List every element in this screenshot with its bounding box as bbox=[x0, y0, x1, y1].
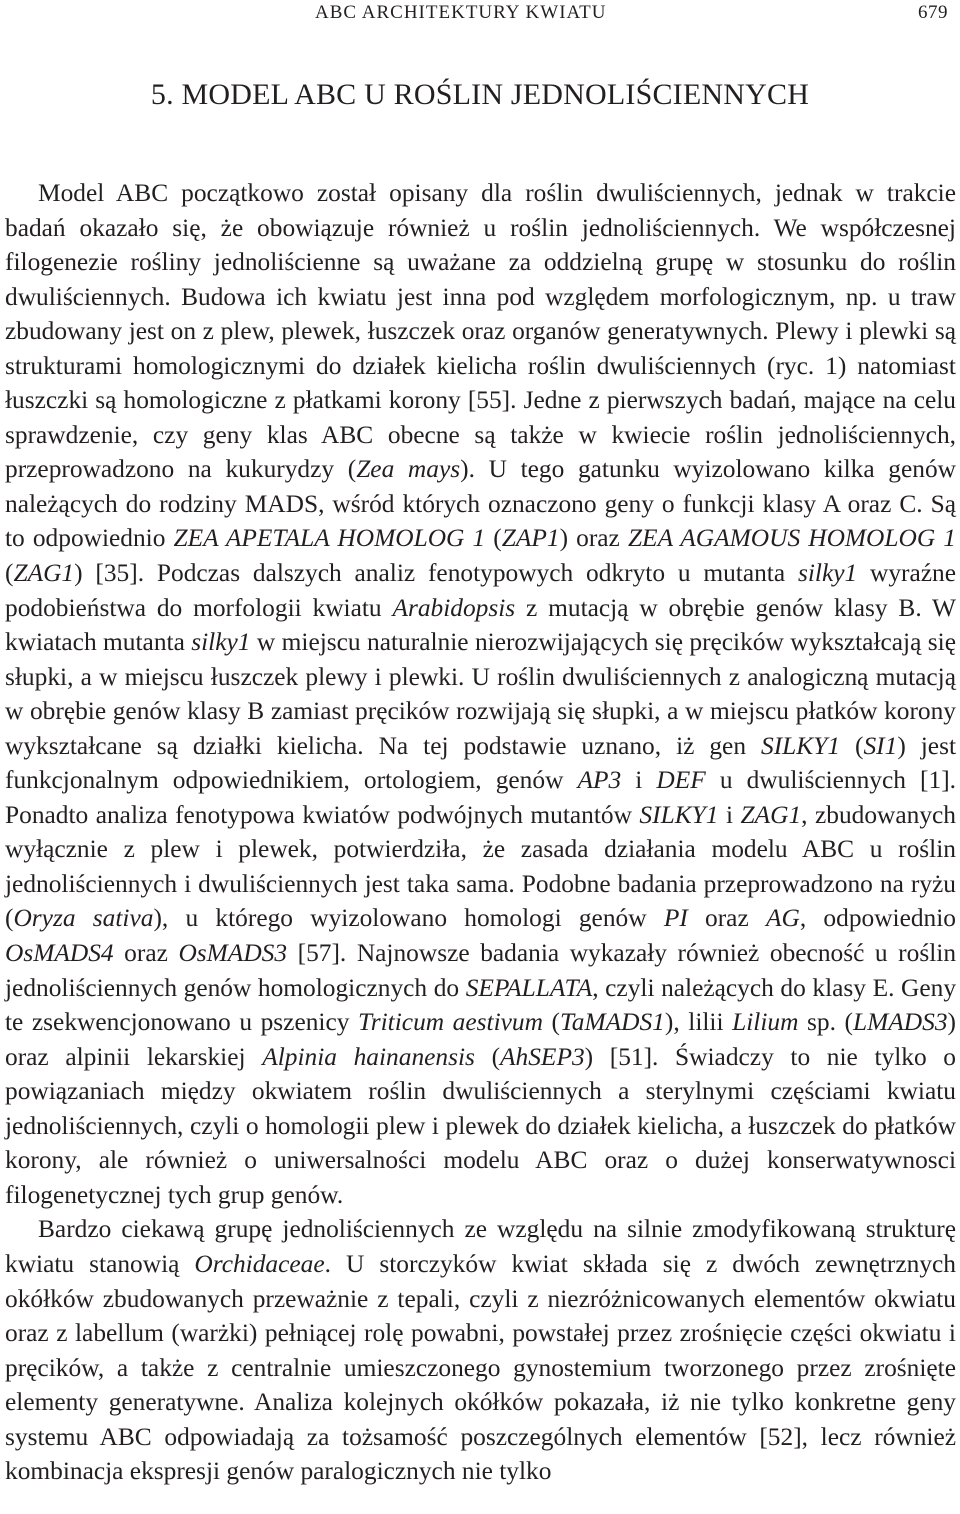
italic-term: AP3 bbox=[577, 766, 622, 795]
text-run: [57]. Najnowsze badania wykazały również obecność u roślin jednoliściennych genów homologicznych do bbox=[5, 939, 957, 1002]
italic-term: silky1 bbox=[797, 559, 858, 588]
running-title: ABC ARCHITEKTURY KWIATU bbox=[315, 2, 607, 23]
text-run: ), u którego wyizolowano homologi genów bbox=[153, 904, 664, 933]
text-run: u dwuliściennych [1]. Ponadto analiza fenotypowa kwiatów podwójnych mutantów bbox=[5, 766, 956, 829]
text-run: , odpowiednio bbox=[799, 904, 957, 933]
text-run: ) [35]. Podczas dalszych analiz fenotypowych odkryto u mutanta bbox=[74, 559, 798, 588]
italic-term: Zea mays bbox=[356, 455, 461, 484]
text-run: ) jest funkcjonalnym odpowiednikiem, ortologiem, genów bbox=[5, 731, 957, 795]
section-title: 5. MODEL ABC U ROŚLIN JEDNOLIŚCIENNYCH bbox=[150, 78, 810, 111]
text-run: , zbudowanych wyłącznie z plew i plewek, potwierdziła, że zasada działania modelu ABC u roślin jednoliściennych i dwuliściennych jest taka sama. Podobne badania przeprowadzono na ryżu ( bbox=[5, 800, 957, 933]
page-number: 679 bbox=[918, 2, 948, 23]
italic-term: ZAG1 bbox=[13, 559, 75, 588]
italic-term: Triticum aestivum bbox=[358, 1008, 543, 1037]
text-run: z mutacją w obrębie genów klasy B. W kwiatach mutanta bbox=[5, 593, 956, 657]
text-run: i bbox=[621, 766, 657, 795]
paragraph-2 bbox=[5, 1212, 956, 1488]
italic-term: ZEA AGAMOUS HOMOLOG 1 bbox=[627, 524, 956, 553]
italic-term: SEPALLATA bbox=[465, 973, 593, 1002]
italic-term: TaMADS1 bbox=[560, 1008, 665, 1037]
italic-term: Alpinia hainanensis bbox=[262, 1042, 475, 1071]
italic-term: ZAP1 bbox=[501, 524, 560, 553]
text-run: ). U tego gatunku wyizolowano kilka genów należących do rodziny MADS, wśród których oznaczono geny o funkcji klasy A oraz C. Są to odpowiednio bbox=[5, 455, 956, 553]
text-run: Model ABC początkowo został opisany dla roślin dwuliściennych, jednak w trakcie badań okazało się, że obowiązuje również u roślin jednoliściennych. We współczesnej filogenezie rośliny jednoliścienne są uważane za oddzielną grupę w stosunku do roślin dwuliściennych. Budowa ich kwiatu jest inna pod względem morfologicznym, np. u traw zbudowany jest on z plew, plewek, łuszczek oraz organów generatywnych. Plewy i plewki są strukturami homologicznymi do działek kielicha roślin dwuliściennych (ryc. 1) natomiast łuszczki są homologiczne z płatkami korony [55]. Jedne z pierwszych badań, mające na celu sprawdzenie, czy geny klas ABC obecne są także w kwiecie roślin jednoliściennych, przeprowadzono na kukurydzy ( bbox=[5, 179, 956, 484]
text-run: ) oraz alpinii lekarskiej bbox=[5, 1008, 956, 1071]
italic-term: OsMADS3 bbox=[178, 939, 288, 968]
italic-term: Orchidaceae bbox=[194, 1249, 325, 1278]
text-run: wyraźne podobieństwa do morfologii kwiatu bbox=[5, 559, 956, 622]
italic-term: Arabidopsis bbox=[392, 593, 516, 622]
italic-term: Oryza sativa bbox=[13, 904, 154, 933]
italic-term: LMADS3 bbox=[853, 1008, 948, 1037]
text-run: Bardzo ciekawą grupę jednoliściennych ze względu na silnie zmodyfikowaną strukturę kwiatu stanowią bbox=[5, 1215, 956, 1278]
italic-term: AG bbox=[765, 904, 800, 933]
italic-term: SI1 bbox=[863, 731, 898, 760]
text-run: ( bbox=[474, 1042, 501, 1071]
text-run: ), lilii bbox=[664, 1008, 733, 1037]
text-run: oraz bbox=[687, 904, 766, 933]
italic-term: PI bbox=[663, 904, 688, 933]
italic-term: silky1 bbox=[191, 628, 251, 657]
text-run: ( bbox=[542, 1008, 560, 1037]
body-text bbox=[5, 176, 956, 1489]
italic-term: SILKY1 bbox=[639, 800, 719, 829]
text-run: sp. ( bbox=[798, 1008, 854, 1037]
italic-term: Lilium bbox=[732, 1008, 799, 1037]
text-run: , czyli należących do klasy E. Geny te zsekwencjonowano u pszenicy bbox=[5, 973, 957, 1037]
italic-term: SILKY1 bbox=[761, 731, 841, 760]
text-run: i bbox=[718, 800, 741, 829]
text-run: ( bbox=[5, 559, 14, 588]
text-run: ) oraz bbox=[559, 524, 628, 553]
paragraph-1 bbox=[5, 176, 956, 1212]
text-run: . U storczyków kwiat składa się z dwóch zewnętrznych okółków zbudowanych przeważnie z tepali, czyli z niezróżnicowanych elementów okwiatu oraz z labellum (warżki) pełniącej rolę powabni, powstałej przez zrośnięcie części okwiatu i pręcików, a także z centralnie umieszczonego gynostemium tworzonego przez zrośnięte elementy generatywne. Analiza kolejnych okółków pokazała, iż nie tylko konkretne geny systemu ABC odpowiadają za tożsamość poszczególnych elementów [52], lecz również kombinacja ekspresji genów paralogicznych nie tylko bbox=[5, 1249, 956, 1486]
text-run: ) [51]. Świadczy to nie tylko o powiązaniach między okwiatem roślin dwuliściennych a sterylnymi częściami kwiatu jednoliściennych, czyli o homologii plew i plewek do działek kielicha, a łuszczek do płatków korony, ale również o uniwersalności modelu ABC oraz o dużej konserwatywnosci filogenetycznej tych grup genów. bbox=[5, 1042, 956, 1209]
running-header bbox=[0, 2, 960, 26]
italic-term: OsMADS4 bbox=[5, 939, 114, 968]
italic-term: ZAG1 bbox=[740, 800, 802, 829]
text-run: ( bbox=[840, 731, 864, 760]
italic-term: AhSEP3 bbox=[500, 1042, 585, 1071]
italic-term: ZEA APETALA HOMOLOG 1 bbox=[173, 524, 486, 553]
italic-term: DEF bbox=[656, 766, 706, 795]
text-run: ( bbox=[485, 524, 502, 553]
text-run: w miejscu naturalnie nierozwijających się pręcików wykształcają się słupki, a w miejscu łuszczek plewy i plewki. U roślin dwuliściennych z analogiczną mutacją w obrębie genów klasy B zamiast pręcików rozwijają się słupki, a w miejscu płatków korony wykształcane są działki kielicha. Na tej podstawie uznano, iż gen bbox=[5, 628, 956, 760]
text-run: oraz bbox=[113, 939, 179, 968]
